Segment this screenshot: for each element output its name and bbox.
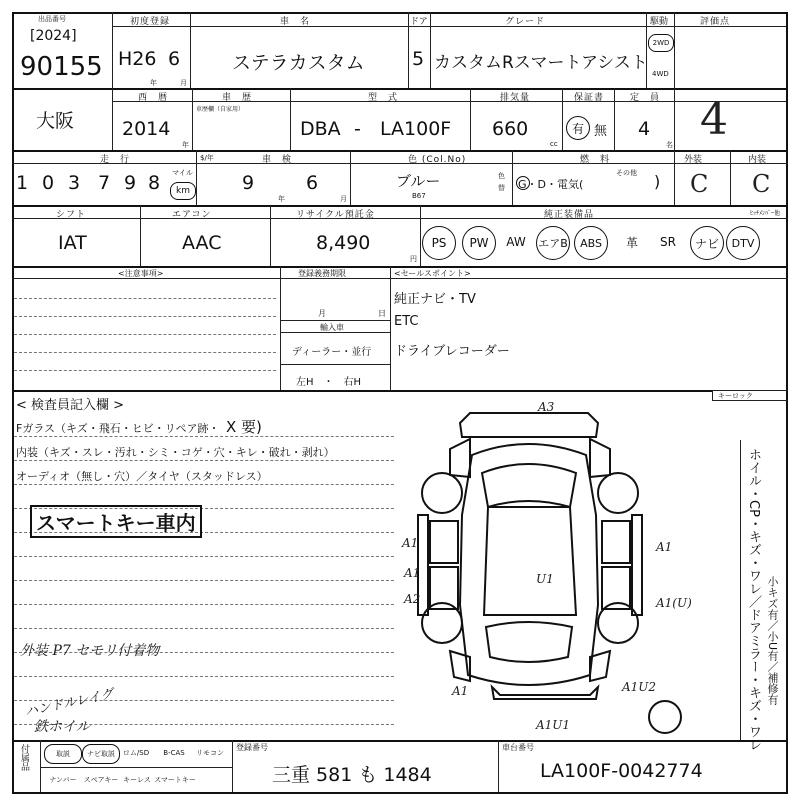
drive-label: 駆動 [650, 17, 669, 27]
inspection-s-label: $/年 [200, 154, 214, 162]
first-reg-year-unit: 年 [150, 79, 157, 87]
score-label: 評価点 [700, 17, 731, 27]
chassis-label: 車台番号 [502, 743, 534, 752]
damage-mark: A2 [404, 592, 421, 606]
inspection-month: 6 [306, 172, 319, 194]
side-vertical-1: ホイル・CP・キズ・ワレ／ドアミラー・キズ・ワレ [746, 448, 761, 751]
front-right-wheel [598, 473, 638, 513]
drive-2wd-circled: 2WD [648, 34, 674, 52]
inspector-title: < 検査員記入欄 > [16, 398, 125, 413]
recycle-value: 8,490 [316, 232, 371, 254]
warranty-label: 保証書 [574, 93, 605, 103]
right-rocker [632, 515, 642, 615]
equipment-item: ナビ [690, 226, 724, 260]
color-change-label: 色替 [498, 172, 505, 192]
front-bumper [460, 413, 598, 437]
rear-glass [486, 622, 572, 662]
color-value: ブルー [396, 172, 441, 190]
f-glass-line: Fガラス（キズ・飛石・ヒビ・リペア跡・ [16, 422, 220, 435]
accessory-item: スペアキー [83, 776, 119, 784]
capacity-value: 4 [638, 118, 651, 140]
sales-point-label: <セールスポイント> [394, 269, 471, 278]
interior-label: 内装 [748, 155, 767, 165]
equipment-item: SR [660, 235, 676, 249]
year-label: 西 暦 [138, 93, 169, 103]
first-reg-month-unit: 月 [180, 79, 187, 87]
capacity-unit: 名 [666, 141, 673, 149]
handwritten-note-wheel: 鉄ホイル [34, 719, 90, 735]
displacement-value: 660 [492, 118, 529, 140]
inspection-label: 車 検 [262, 155, 293, 165]
accessory-item: スマートキー [154, 776, 196, 784]
reg-no-value: 三重 581 も 1484 [272, 764, 432, 786]
accessory-item: ナンバー [49, 776, 77, 784]
aircon-label: エアコン [172, 210, 212, 220]
capacity-label: 定 員 [630, 93, 661, 103]
interior-grade: C [752, 170, 771, 198]
inspection-year-unit: 年 [278, 195, 285, 203]
handwritten-note-exterior: 外装 P7 セモリ付着物 [20, 643, 160, 659]
roof [484, 507, 576, 615]
color-code: B67 [412, 192, 426, 200]
inspection-month-unit: 月 [340, 195, 347, 203]
sales-point-item: ETC [394, 314, 419, 329]
sales-point-item: 純正ナビ・TV [394, 292, 476, 307]
mileage-digit: 8 [148, 172, 161, 194]
shift-label: シフト [56, 210, 87, 220]
damage-mark: A1 [404, 566, 421, 580]
score-value: 4 [700, 94, 728, 145]
body-outline [460, 444, 598, 685]
reg-no-label: 登録番号 [236, 743, 268, 752]
drive-4wd: 4WD [652, 70, 669, 78]
damage-mark: A1 [452, 684, 469, 698]
mileage-label: 走 行 [100, 155, 131, 165]
accessories-label: 付属品 [19, 744, 29, 771]
grade-label: グレード [505, 17, 546, 27]
first-reg-label: 初度登録 [130, 17, 171, 27]
car-name-label: 車 名 [280, 17, 311, 27]
recycle-unit: 円 [410, 255, 417, 263]
damage-mark: A1U1 [536, 718, 571, 732]
accessory-item: リモコン [196, 749, 224, 757]
spare-wheel [649, 701, 681, 733]
warranty-no: 無 [594, 124, 608, 139]
equipment-item: ABS [574, 226, 608, 260]
chassis-value: LA100F-0042774 [540, 760, 703, 782]
handwritten-note-handle: ハンドルレイグ [23, 686, 115, 721]
fuel-other-label: その他 [616, 169, 637, 177]
fuel-close: ) [654, 172, 661, 191]
mile-unit: マイル [172, 169, 193, 177]
lot-number: 90155 [20, 52, 103, 82]
fuel-label: 燃 料 [580, 155, 611, 165]
audio-line: オーディオ（無し・穴）／タイヤ（スタッドレス） [16, 470, 268, 483]
recycle-label: リサイクル預託金 [296, 210, 375, 220]
damage-mark: A1 [402, 536, 419, 550]
region: 大阪 [36, 110, 75, 132]
equipment-item: 革 [625, 235, 638, 250]
year-unit: 年 [182, 141, 189, 149]
damage-mark: A1(U) [656, 596, 692, 610]
front-left-wheel [422, 473, 462, 513]
model-dash: - [354, 118, 361, 140]
front-left-fender [450, 439, 470, 477]
shift-value: IAT [58, 232, 87, 254]
exterior-label: 外装 [684, 155, 703, 165]
history-label: 車 歴 [222, 93, 253, 103]
handle-value: 左H ・ 右H [296, 377, 362, 388]
model-label: 型 式 [368, 93, 399, 103]
color-label: 色 (Col.No) [408, 155, 467, 165]
reg-month-label: 月 [318, 309, 326, 318]
rear-right-fender [590, 651, 610, 681]
damage-mark: U1 [536, 572, 554, 586]
equipment-item: AW [506, 235, 526, 249]
sales-point-item: ドライブレコーダー [394, 344, 510, 359]
key-lock-label: キーロック [718, 392, 753, 400]
hitch-label: ﾋｯﾁﾒﾝﾊﾞｰ他 [750, 210, 781, 217]
history-note: 車歴欄（自家用） [196, 106, 245, 113]
displacement-unit: cc [550, 140, 558, 148]
front-right-fender [590, 439, 610, 477]
side-vertical-2: 小キズ有／小U有／補修有 [766, 576, 779, 706]
accessory-item: 取説 [44, 744, 82, 764]
equipment-item: DTV [726, 226, 760, 260]
warranty-yes-circled: 有 [566, 116, 590, 140]
accessory-item: ナビ取説 [82, 744, 120, 764]
first-reg-era: H26 [118, 48, 157, 70]
rear-bumper [492, 687, 598, 699]
year-value: 2014 [122, 118, 171, 140]
mileage-digit: 3 [68, 172, 81, 194]
smart-key-note: スマートキー車内 [30, 505, 202, 538]
first-reg-month: 6 [168, 48, 181, 70]
accessory-item: キーレス [123, 776, 151, 784]
mileage-digit: 1 [16, 172, 29, 194]
import-label: 輸入車 [320, 323, 344, 332]
equipment-label: 純正装備品 [544, 210, 595, 220]
mileage-digit: 7 [98, 172, 111, 194]
reg-day-label: 日 [378, 309, 386, 318]
fuel-options: G・D・電気( [518, 178, 584, 191]
equipment-item: PS [422, 226, 456, 260]
f-glass-mark: X 要) [226, 418, 262, 436]
mileage-digit: 0 [42, 172, 55, 194]
accessory-item: B-CAS [163, 749, 185, 757]
doors-label: ドア [410, 17, 428, 27]
front-right-door [602, 521, 630, 563]
mileage-digit: 9 [124, 172, 137, 194]
displacement-label: 排気量 [500, 93, 531, 103]
accessory-item: ロム/SD [122, 749, 150, 757]
reg-deadline-label: 登録義務期限 [298, 269, 346, 278]
km-unit-circled: km [170, 182, 196, 200]
aircon-value: AAC [182, 232, 222, 254]
caution-label: <注意事項> [118, 269, 164, 278]
car-damage-diagram [400, 395, 720, 740]
equipment-item: PW [462, 226, 496, 260]
inspection-year: 9 [242, 172, 255, 194]
car-name: ステラカスタム [232, 52, 365, 74]
front-left-door [430, 521, 458, 563]
exterior-grade: C [690, 170, 709, 198]
auction-no-label: 出品番号 [38, 15, 66, 23]
damage-mark: A3 [538, 400, 555, 414]
import-value: ディーラー・並行 [292, 347, 372, 358]
doors-value: 5 [412, 48, 425, 70]
damage-mark: A1 [656, 540, 673, 554]
windshield [482, 464, 576, 507]
equipment-item: エアB [536, 226, 570, 260]
model-prefix: DBA [300, 118, 341, 140]
model-code: LA100F [380, 118, 452, 140]
grade-value: カスタムRスマートアシスト [434, 53, 648, 73]
year-tag: [2024] [30, 28, 77, 44]
interior-line: 内装（キズ・スレ・汚れ・シミ・コゲ・穴・キレ・破れ・剥れ） [16, 446, 335, 459]
damage-mark: A1U2 [622, 680, 657, 694]
